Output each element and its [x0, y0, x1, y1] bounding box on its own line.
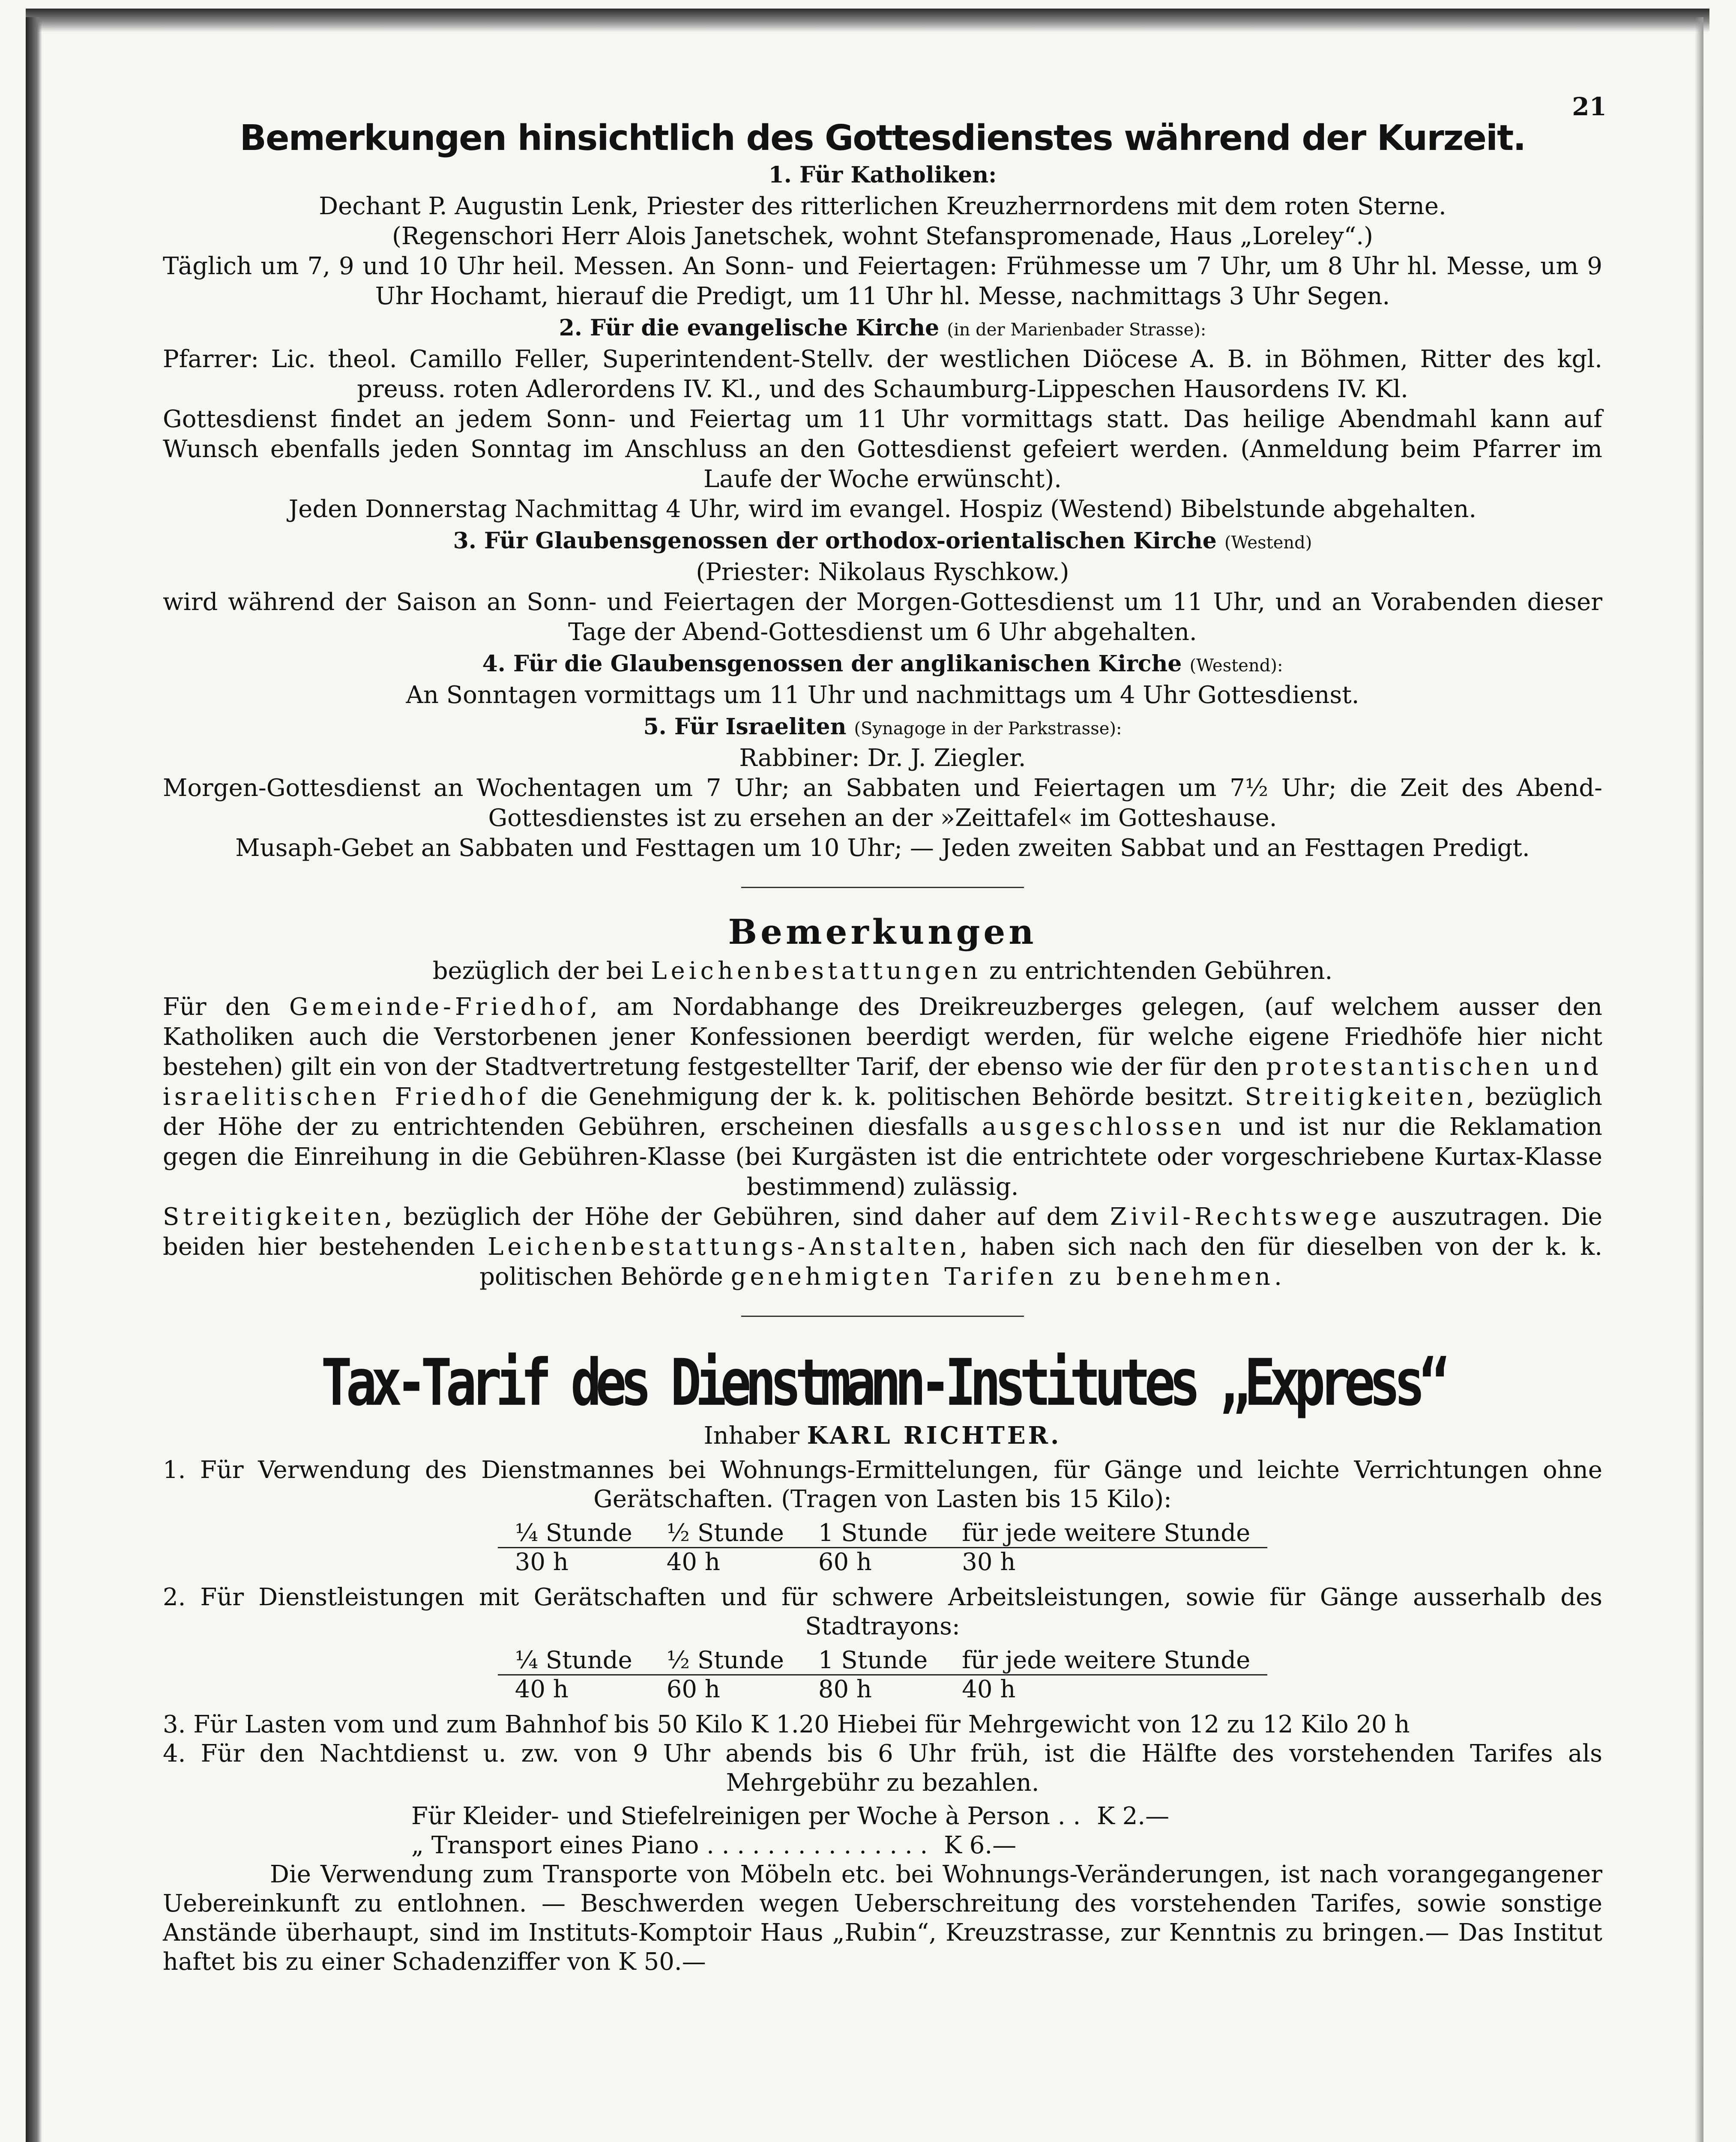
rates-table-2	[498, 1646, 1268, 1703]
tariff-owner	[163, 1421, 1602, 1450]
burial-p1-a: Für den	[163, 993, 270, 1021]
catholic-line-3: Täglich um 7, 9 und 10 Uhr heil. Messen. An Sonn- und Feiertagen: Frühmesse um 7 Uhr, um 8 Uhr hl. Messe, um 9 Uhr Hochamt, hierauf die Predigt, um 11 Uhr hl. Messe, nachmittags 3 Uhr Segen.	[163, 252, 1602, 310]
owner-name: KARL RICHTER.	[807, 1421, 1062, 1450]
tariff-item-3: 3. Für Lasten vom und zum Bahnhof bis 50 Kilo K 1.20 Hiebei für Mehrgewicht von 12 zu 12 Kilo 20 h	[163, 1711, 1410, 1738]
catholic-heading: 1. Für Katholiken:	[768, 162, 997, 188]
jewish-heading-text: 5. Für Israeliten	[643, 714, 847, 740]
rates-table-1-header: ½ Stunde	[650, 1519, 801, 1548]
rates-table-2-value: 40 h	[962, 1675, 1016, 1703]
jewish-line-3: Musaph-Gebet an Sabbaten und Festtagen um 10 Uhr; — Jeden zweiten Sabbat und an Festtagen Predigt.	[235, 834, 1530, 862]
orthodox-heading-text: 3. Für Glaubensgenossen der orthodox-orientalischen Kirche	[453, 528, 1217, 554]
protestant-heading	[163, 315, 1602, 341]
misc-2-price: K 6.—	[944, 1831, 1017, 1859]
burial-subtitle	[163, 956, 1602, 986]
tariff-item-2: 2. Für Dienstleistungen mit Gerätschaften und für schwere Arbeitsleistungen, sowie für Gänge ausserhalb des Stadtrayons:	[163, 1583, 1602, 1640]
burial-p1-s2: protestantischen und israelitischen Friedhof	[163, 1053, 1602, 1111]
rates-table-1-value-row	[498, 1548, 1268, 1577]
burial-title: Bemerkungen	[728, 912, 1037, 952]
rates-table-2-value-row	[498, 1675, 1268, 1704]
owner-label: Inhaber	[703, 1422, 799, 1450]
scan-edge-right	[1695, 17, 1703, 2142]
tariff-section	[163, 1346, 1602, 1977]
rates-table-1-header: ¼ Stunde	[498, 1519, 650, 1548]
rates-table-1-header: 1 Stunde	[801, 1519, 945, 1548]
burial-p2-s2: Zivil-Rechtswege	[1110, 1203, 1381, 1231]
burial-p1-d: , bezüglich der Höhe der zu entrichtenden Gebühren, erscheinen diesfalls	[163, 1083, 1602, 1141]
protestant-line-2: Gottesdienst findet an jedem Sonn- und Feiertag um 11 Uhr vormittags statt. Das heilige Abendmahl kann auf Wunsch ebenfalls jeden Sonntag im Anschluss an den Gottesdienst gefeiert werden. (Anmeldung beim Pfarrer im Laufe der Woche erwünscht).	[163, 405, 1602, 493]
jewish-heading	[163, 714, 1602, 740]
orthodox-heading-note: (Westend)	[1224, 533, 1312, 553]
burial-subtitle-b: zu entrichtenden Gebühren.	[989, 957, 1333, 985]
misc-line-2	[411, 1831, 1602, 1860]
burial-paragraph-1	[163, 992, 1602, 1202]
orthodox-line-2: wird während der Saison an Sonn- und Feiertagen der Morgen-Gottesdienst um 11 Uhr, und an Vorabenden dieser Tage der Abend-Gottesdienst um 6 Uhr abgehalten.	[163, 588, 1602, 646]
protestant-heading-note: (in der Marienbader Strasse):	[947, 320, 1206, 340]
jewish-heading-note: (Synagoge in der Parkstrasse):	[854, 719, 1122, 739]
burial-p2-a: , bezüglich der Höhe der Gebühren, sind daher auf dem	[384, 1203, 1099, 1231]
catholic-line-2: (Regenschori Herr Alois Janetschek, wohnt Stefanspromenade, Haus „Loreley“.)	[392, 222, 1374, 250]
tariff-item-1: 1. Für Verwendung des Dienstmannes bei Wohnungs-Ermittelungen, für Gänge und leichte Verrichtungen ohne Gerätschaften. (Tragen von Lasten bis 15 Kilo):	[163, 1456, 1602, 1513]
burial-p2-s1: Streitigkeiten	[163, 1203, 385, 1231]
rates-table-1-value: 30 h	[962, 1548, 1016, 1576]
rates-table-2-header-row	[498, 1646, 1268, 1675]
rates-table-2-header: ½ Stunde	[650, 1646, 801, 1675]
jewish-line-1: Rabbiner: Dr. J. Ziegler.	[739, 744, 1026, 772]
rates-table-2-value: 80 h	[818, 1675, 872, 1703]
divider-2	[741, 1316, 1024, 1317]
burial-p2-c: , haben sich nach den für dieselben von der k. k. politischen Behörde	[479, 1233, 1603, 1291]
burial-p2-b: auszutragen. Die beiden hier bestehenden	[163, 1203, 1602, 1261]
misc-line-1	[411, 1802, 1602, 1831]
rates-table-1-value: 40 h	[666, 1548, 720, 1576]
protestant-line-1: Pfarrer: Lic. theol. Camillo Feller, Superintendent-Stellv. der westlichen Diöcese A. B. in Böhmen, Ritter des kgl. preuss. roten Adlerordens IV. Kl., und des Schaumburg-Lippeschen Hausordens IV. Kl.	[163, 345, 1602, 403]
anglican-heading	[163, 651, 1602, 677]
anglican-line-1: An Sonntagen vormittags um 11 Uhr und nachmittags um 4 Uhr Gottesdienst.	[406, 681, 1359, 709]
jewish-line-2: Morgen-Gottesdienst an Wochentagen um 7 Uhr; an Sabbaten und Feiertagen um 7½ Uhr; die Zeit des Abend-Gottesdienstes ist zu ersehen an der »Zeittafel« im Gotteshause.	[163, 774, 1602, 832]
scan-edge-top	[26, 9, 1709, 32]
anglican-heading-text: 4. Für die Glaubensgenossen der anglikanischen Kirche	[482, 651, 1182, 677]
orthodox-heading	[163, 528, 1602, 554]
rates-table-2-header: 1 Stunde	[801, 1646, 945, 1675]
burial-subtitle-spaced: Leichenbestattungen	[651, 957, 982, 985]
burial-p1-c: die Genehmigung der k. k. politischen Behörde besitzt.	[540, 1083, 1234, 1111]
rates-table-1-value: 60 h	[818, 1548, 872, 1576]
rates-table-1	[498, 1519, 1268, 1576]
page-number: 21	[1572, 92, 1607, 121]
tariff-title: Tax-Tarif des Dienstmann-Institutes „Express“	[321, 1346, 1444, 1421]
rates-table-1-value: 30 h	[515, 1548, 569, 1576]
tariff-closing: Die Verwendung zum Transporte von Möbeln etc. bei Wohnungs-Veränderungen, ist nach vorangegangener Uebereinkunft zu entlohnen. — Beschwerden wegen Ueberschreitung des vorstehenden Tarifes, sowie sonstige Anstände überhaupt, sind im Instituts-Komptoir Haus „Rubin“, Kreuzstrasse, zur Kenntnis zu bringen.— Das Institut haftet bis zu einer Schadenziffer von K 50.—	[163, 1861, 1602, 1976]
misc-1-label: Für Kleider- und Stiefelreinigen per Woche à Person . .	[411, 1802, 1081, 1830]
worship-section	[163, 118, 1602, 863]
burial-section	[163, 912, 1602, 1292]
burial-p2-s4: genehmigten Tarifen zu benehmen.	[730, 1263, 1286, 1291]
burial-p1-s1: Gemeinde-Friedhof	[289, 993, 590, 1021]
text-column	[163, 86, 1602, 1977]
orthodox-line-1: (Priester: Nikolaus Ryschkow.)	[696, 558, 1069, 586]
rates-table-2-value: 40 h	[515, 1675, 569, 1703]
rates-table-2-header: für jede weitere Stunde	[945, 1646, 1267, 1675]
anglican-heading-note: (Westend):	[1189, 656, 1283, 676]
misc-2-label: „ Transport eines Piano . . . . . . . . . . . . . . .	[411, 1831, 928, 1859]
protestant-line-3: Jeden Donnerstag Nachmittag 4 Uhr, wird im evangel. Hospiz (Westend) Bibelstunde abgehalten.	[288, 495, 1477, 523]
rates-table-1-header-row	[498, 1519, 1268, 1548]
burial-p1-s3: Streitigkeiten	[1245, 1083, 1467, 1111]
divider-1	[741, 887, 1024, 888]
rates-table-2-value: 60 h	[666, 1675, 720, 1703]
burial-subtitle-a: bezüglich der bei	[432, 957, 644, 985]
rates-table-2-header: ¼ Stunde	[498, 1646, 650, 1675]
burial-paragraph-2	[163, 1202, 1602, 1292]
misc-1-price: K 2.—	[1097, 1802, 1170, 1830]
burial-p1-s4: ausgeschlossen	[982, 1113, 1225, 1141]
protestant-heading-text: 2. Für die evangelische Kirche	[559, 315, 940, 341]
burial-p1-e: und ist nur die Reklamation gegen die Einreihung in die Gebühren-Klasse (bei Kurgästen ist die entrichtete oder vorgeschriebene Kurtax-Klasse bestimmend) zulässig.	[163, 1113, 1602, 1201]
rates-table-1-header: für jede weitere Stunde	[945, 1519, 1267, 1548]
worship-title: Bemerkungen hinsichtlich des Gottesdienstes während der Kurzeit.	[239, 118, 1526, 159]
scan-edge-left	[26, 17, 42, 2142]
burial-p2-s3: Leichenbestattungs-Anstalten	[488, 1233, 960, 1261]
burial-p1-b: , am Nordabhange des Dreikreuzberges gelegen, (auf welchem ausser den Katholiken auch die Verstorbenen jener Konfessionen beerdigt werden, für welche eigene Friedhöfe hier nicht bestehen) gilt ein von der Stadtvertretung festgestellter Tarif, der ebenso wie der für den	[163, 993, 1602, 1081]
tariff-item-4: 4. Für den Nachtdienst u. zw. von 9 Uhr abends bis 6 Uhr früh, ist die Hälfte des vorstehenden Tarifes als Mehrgebühr zu bezahlen.	[163, 1740, 1602, 1797]
catholic-line-1: Dechant P. Augustin Lenk, Priester des ritterlichen Kreuzherrnordens mit dem roten Sterne.	[319, 192, 1446, 220]
